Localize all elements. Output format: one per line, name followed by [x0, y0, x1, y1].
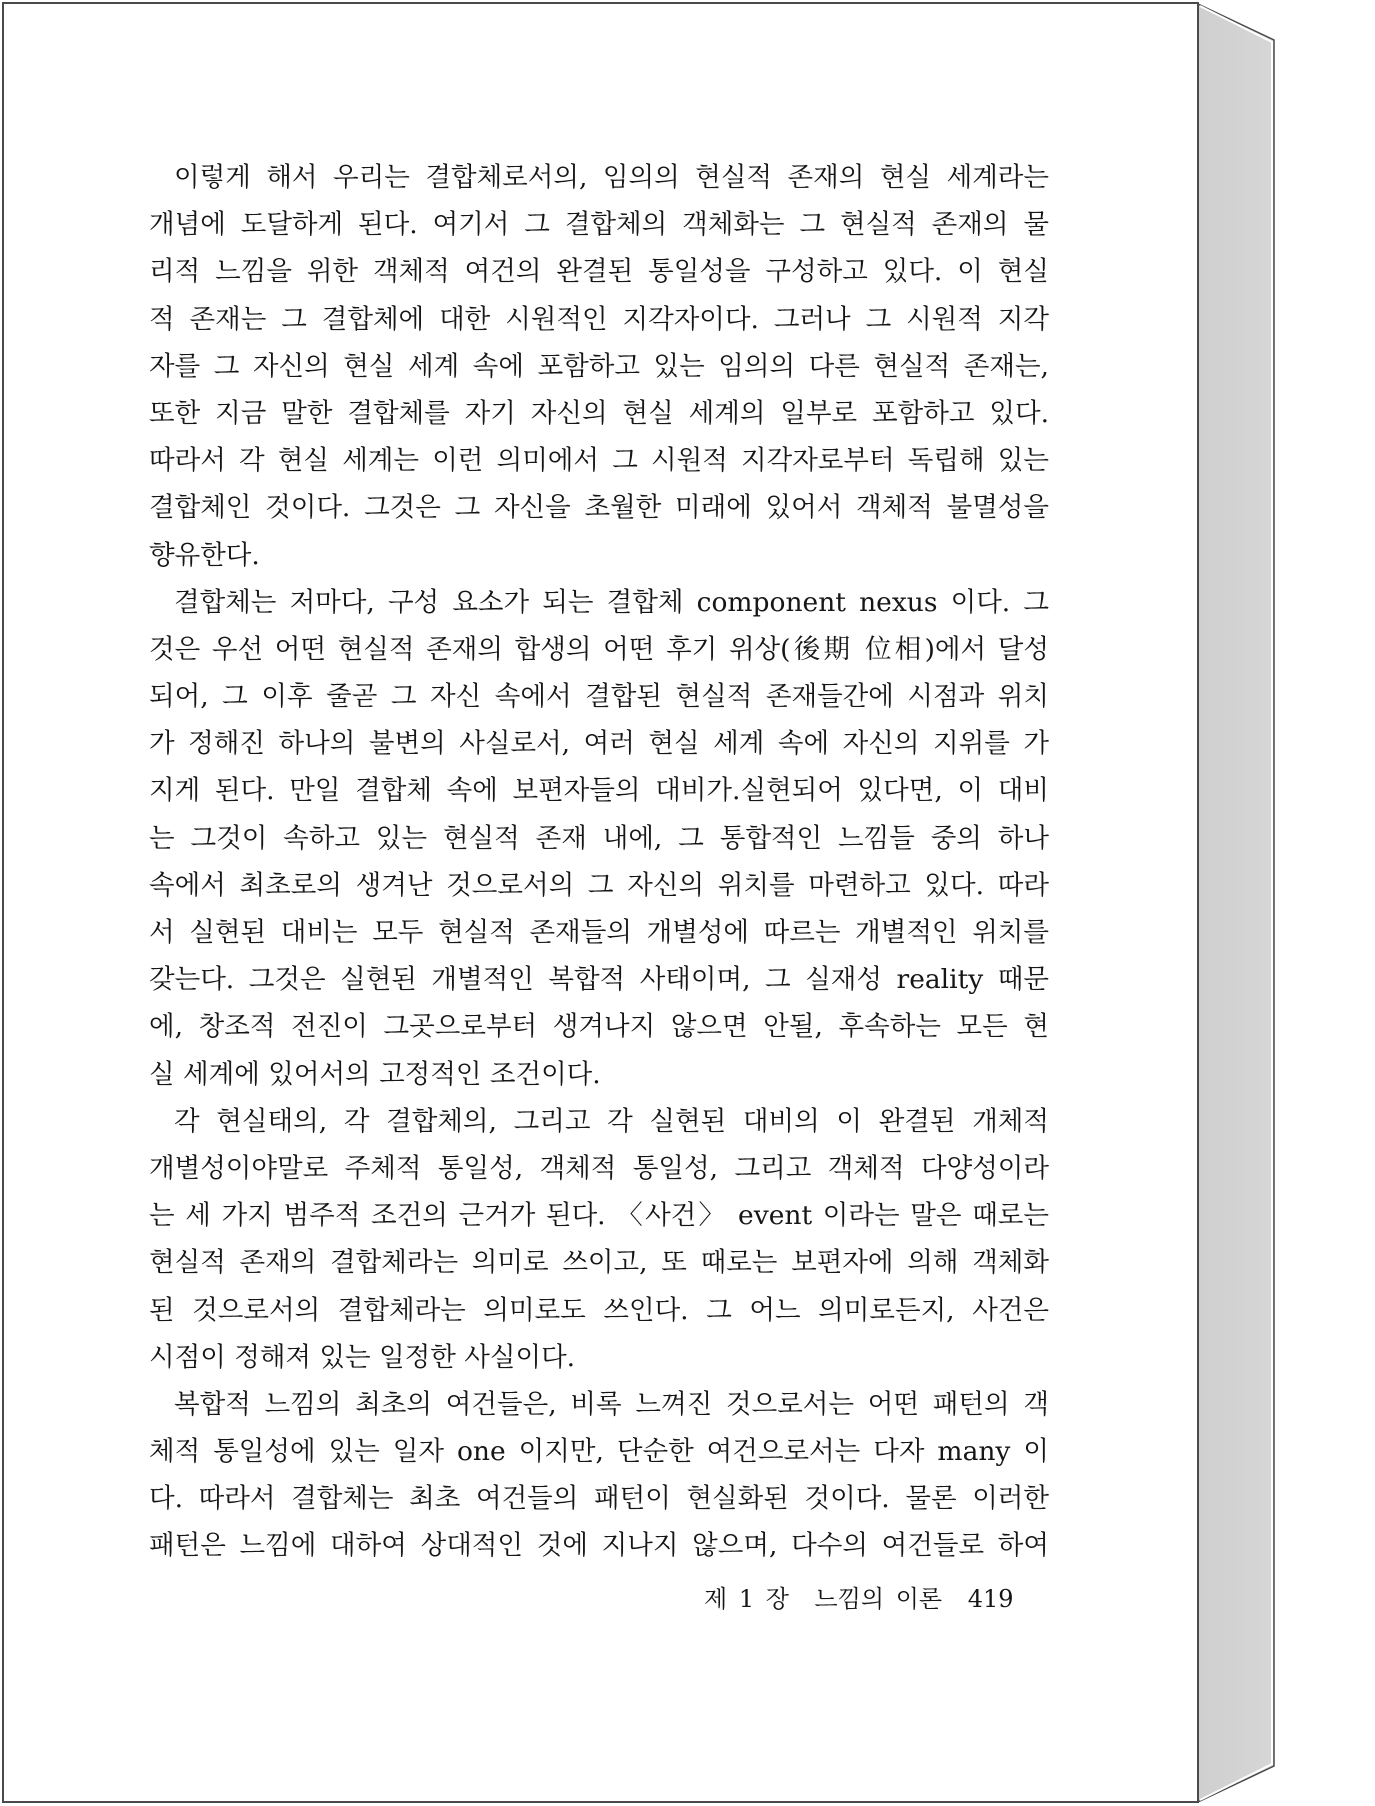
text-line: 적 존재는 그 결합체에 대한 시원적인 지각자이다. 그러나 그 시원적 지각	[149, 303, 1049, 335]
text-line: 에, 창조적 전진이 그곳으로부터 생겨나지 않으면 안될, 후속하는 모든 현	[149, 1011, 1049, 1043]
text-line: 다. 따라서 결합체는 최초 여건들의 패턴이 현실화된 것이다. 물론 이러한	[149, 1483, 1049, 1515]
page-number: 419	[967, 1585, 1014, 1613]
text-line: 속에서 최초로의 생겨난 것으로서의 그 자신의 위치를 마련하고 있다. 따라	[149, 869, 1049, 901]
text-line: 되어, 그 이후 줄곧 그 자신 속에서 결합된 현실적 존재들간에 시점과 위치	[149, 681, 1049, 713]
paragraph-4	[149, 1381, 1049, 1570]
text-line: 패턴은 느낌에 대하여 상대적인 것에 지나지 않으며, 다수의 여건들로 하여	[149, 1530, 1049, 1562]
chapter-title: 느낌의 이론	[814, 1585, 943, 1613]
text-line: 또한 지금 말한 결합체를 자기 자신의 현실 세계의 일부로 포함하고 있다.	[149, 397, 1049, 429]
text-line: 리적 느낌을 위한 객체적 여건의 완결된 통일성을 구성하고 있다. 이 현실	[149, 256, 1049, 288]
text-line: 개념에 도달하게 된다. 여기서 그 결합체의 객체화는 그 현실적 존재의 물	[149, 209, 1049, 241]
text-line: 지게 된다. 만일 결합체 속에 보편자들의 대비가.실현되어 있다면, 이 대비	[149, 775, 1049, 807]
paragraph-3	[149, 1098, 1049, 1381]
paragraph-2	[149, 579, 1049, 1098]
text-line: 가 정해진 하나의 불변의 사실로서, 여러 현실 세계 속에 자신의 지위를 가	[149, 728, 1049, 760]
book-side-edge	[1198, 4, 1274, 1802]
text-line: 서 실현된 대비는 모두 현실적 존재들의 개별성에 따르는 개별적인 위치를	[149, 917, 1049, 948]
text-line: 것은 우선 어떤 현실적 존재의 합생의 어떤 후기 위상(後期 位相)에서 달성	[149, 633, 1049, 665]
book-page	[4, 4, 1198, 1802]
text-line: 실 세계에 있어서의 고정적인 조건이다.	[149, 1058, 601, 1090]
text-line: 각 현실태의, 각 결합체의, 그리고 각 실현된 대비의 이 완결된 개체적	[174, 1105, 1049, 1137]
paragraph-1	[149, 154, 1049, 579]
text-line: 는 그것이 속하고 있는 현실적 존재 내에, 그 통합적인 느낌들 중의 하나	[149, 822, 1049, 854]
text-line: 결합체인 것이다. 그것은 그 자신을 초월한 미래에 있어서 객체적 불멸성을	[149, 492, 1049, 524]
text-line: 개별성이야말로 주체적 통일성, 객체적 통일성, 그리고 객체적 다양성이라	[149, 1152, 1049, 1184]
text-line: 시점이 정해져 있는 일정한 사실이다.	[149, 1341, 576, 1373]
text-line: 체적 통일성에 있는 일자 one 이지만, 단순한 여건으로서는 다자 many 이	[149, 1436, 1049, 1468]
text-line: 자를 그 자신의 현실 세계 속에 포함하고 있는 임의의 다른 현실적 존재는,	[149, 350, 1049, 382]
body-text	[149, 154, 1049, 1570]
text-line: 결합체는 저마다, 구성 요소가 되는 결합체 component nexus 이다. 그	[174, 586, 1049, 618]
text-line: 이렇게 해서 우리는 결합체로서의, 임의의 현실적 존재의 현실 세계라는	[174, 162, 1049, 193]
text-line: 현실적 존재의 결합체라는 의미로 쓰이고, 또 때로는 보편자에 의해 객체화	[149, 1247, 1049, 1279]
chapter-label: 제 1 장	[704, 1585, 789, 1613]
text-line: 는 세 가지 범주적 조건의 근거가 된다. 〈사건〉 event 이라는 말은 때로는	[149, 1200, 1049, 1232]
text-line: 갖는다. 그것은 실현된 개별적인 복합적 사태이며, 그 실재성 reality 때문	[149, 964, 1049, 996]
text-line: 된 것으로서의 결합체라는 의미로도 쓰인다. 그 어느 의미로든지, 사건은	[149, 1294, 1049, 1326]
text-line: 따라서 각 현실 세계는 이런 의미에서 그 시원적 지각자로부터 독립해 있는	[149, 445, 1049, 477]
text-line: 복합적 느낌의 최초의 여건들은, 비록 느껴진 것으로서는 어떤 패턴의 객	[174, 1388, 1049, 1420]
running-footer	[704, 1579, 1028, 1614]
text-line: 향유한다.	[149, 539, 260, 571]
